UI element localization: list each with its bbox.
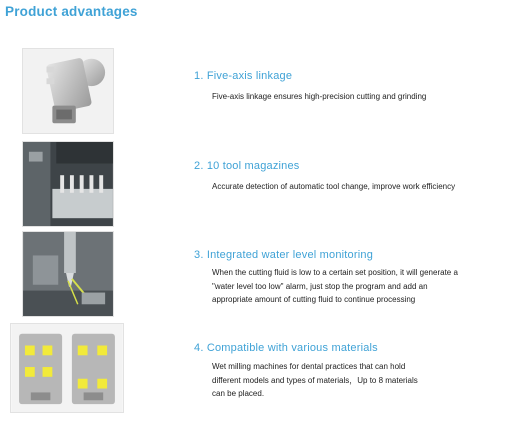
water-nozzle-image	[22, 231, 114, 317]
material-holder-icon	[11, 324, 123, 412]
feature-title-materials: 4. Compatible with various materials	[194, 342, 378, 354]
spindle-head-image	[22, 48, 114, 134]
water-nozzle-icon	[23, 232, 113, 316]
feature-desc-materials: Wet milling machines for dental practices that can hold different models and types of materials，Up to 8 materials can be placed.	[212, 362, 418, 398]
feature-title-tool-magazines: 2. 10 tool magazines	[194, 160, 300, 172]
tool-magazine-icon	[23, 142, 113, 226]
feature-desc-five-axis: Five-axis linkage ensures high-precision cutting and grinding	[212, 92, 427, 101]
spindle-head-icon	[23, 49, 113, 133]
feature-title-five-axis: 1. Five-axis linkage	[194, 70, 293, 82]
page-title: Product advantages	[5, 4, 138, 19]
material-holder-image	[10, 323, 124, 413]
feature-title-water-level: 3. Integrated water level monitoring	[194, 249, 374, 261]
feature-desc-tool-magazines: Accurate detection of automatic tool change, improve work efficiency	[212, 182, 456, 191]
tool-magazine-image	[22, 141, 114, 227]
feature-desc-water-level: When the cutting fluid is low to a certain set position, it will generate a "water level too low" alarm, just stop the program and add an appropriate amount of cutting fluid to continue processing	[212, 268, 458, 304]
